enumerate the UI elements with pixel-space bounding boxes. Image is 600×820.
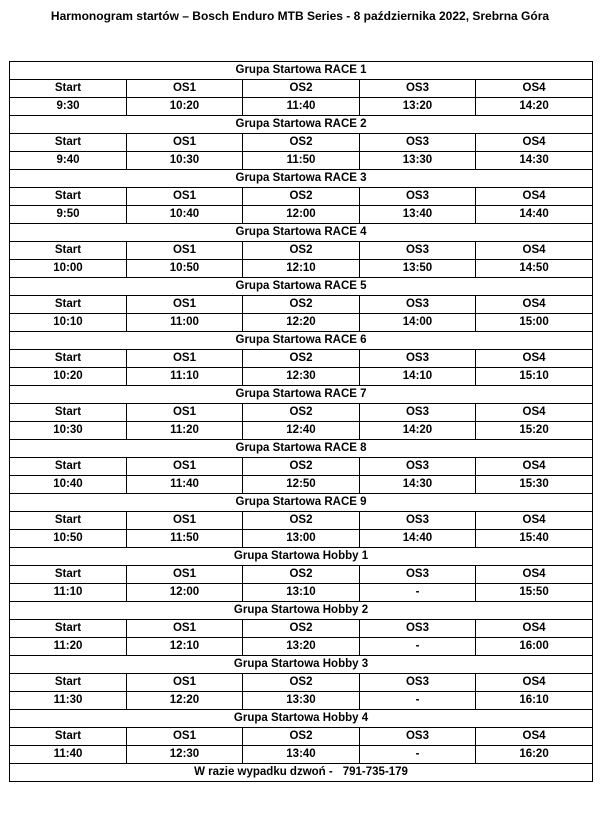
column-header-os2: OS2: [243, 512, 360, 530]
time-cell-os4: 14:20: [476, 98, 593, 116]
time-cell-os2: 12:20: [243, 314, 360, 332]
time-cell-os4: 15:30: [476, 476, 593, 494]
group-title-row: [10, 656, 593, 674]
time-cell-os2: 13:00: [243, 530, 360, 548]
column-header-start: Start: [10, 296, 127, 314]
time-cell-os4: 14:50: [476, 260, 593, 278]
column-header-os4: OS4: [476, 242, 593, 260]
column-header-os3: OS3: [360, 458, 476, 476]
column-header-os2: OS2: [243, 134, 360, 152]
time-cell-os3: -: [360, 692, 476, 710]
column-header-os1: OS1: [127, 242, 243, 260]
time-cell-os3: 14:00: [360, 314, 476, 332]
time-cell-os4: 14:40: [476, 206, 593, 224]
column-header-os2: OS2: [243, 458, 360, 476]
start-times-row: [10, 152, 593, 170]
time-cell-os4: 15:00: [476, 314, 593, 332]
column-header-start: Start: [10, 242, 127, 260]
column-header-os3: OS3: [360, 242, 476, 260]
column-header-start: Start: [10, 80, 127, 98]
time-cell-os1: 10:40: [127, 206, 243, 224]
time-cell-os1: 12:30: [127, 746, 243, 764]
column-header-os3: OS3: [360, 80, 476, 98]
start-times-row: [10, 692, 593, 710]
time-cell-os1: 11:00: [127, 314, 243, 332]
column-header-os1: OS1: [127, 134, 243, 152]
schedule-body: [10, 62, 593, 782]
time-cell-os1: 11:10: [127, 368, 243, 386]
time-cell-os2: 12:00: [243, 206, 360, 224]
group-title: Grupa Startowa RACE 5: [10, 278, 593, 296]
column-header-os4: OS4: [476, 674, 593, 692]
column-header-os2: OS2: [243, 404, 360, 422]
group-title: Grupa Startowa RACE 8: [10, 440, 593, 458]
time-cell-os2: 12:50: [243, 476, 360, 494]
time-cell-os3: -: [360, 746, 476, 764]
column-header-os2: OS2: [243, 188, 360, 206]
emergency-contact-cell: [10, 764, 593, 782]
emergency-contact-row: [10, 764, 593, 782]
column-header-row: [10, 350, 593, 368]
column-header-os4: OS4: [476, 134, 593, 152]
time-cell-start: 10:10: [10, 314, 127, 332]
time-cell-os3: 14:10: [360, 368, 476, 386]
time-cell-start: 10:50: [10, 530, 127, 548]
time-cell-os1: 11:40: [127, 476, 243, 494]
group-title-row: [10, 494, 593, 512]
group-title: Grupa Startowa Hobby 2: [10, 602, 593, 620]
group-title-row: [10, 170, 593, 188]
column-header-row: [10, 512, 593, 530]
time-cell-os3: 13:20: [360, 98, 476, 116]
time-cell-os1: 11:50: [127, 530, 243, 548]
time-cell-os4: 16:00: [476, 638, 593, 656]
time-cell-os3: -: [360, 584, 476, 602]
time-cell-os1: 12:00: [127, 584, 243, 602]
column-header-row: [10, 296, 593, 314]
time-cell-os2: 11:50: [243, 152, 360, 170]
column-header-row: [10, 620, 593, 638]
column-header-start: Start: [10, 674, 127, 692]
time-cell-os1: 10:20: [127, 98, 243, 116]
column-header-os3: OS3: [360, 350, 476, 368]
time-cell-os4: 15:20: [476, 422, 593, 440]
start-times-row: [10, 260, 593, 278]
group-title: Grupa Startowa Hobby 3: [10, 656, 593, 674]
time-cell-os3: 13:30: [360, 152, 476, 170]
start-times-row: [10, 638, 593, 656]
time-cell-start: 9:50: [10, 206, 127, 224]
start-times-row: [10, 530, 593, 548]
column-header-os4: OS4: [476, 296, 593, 314]
column-header-os4: OS4: [476, 512, 593, 530]
column-header-os1: OS1: [127, 404, 243, 422]
column-header-row: [10, 566, 593, 584]
time-cell-os3: -: [360, 638, 476, 656]
start-times-row: [10, 98, 593, 116]
time-cell-os2: 12:30: [243, 368, 360, 386]
group-title: Grupa Startowa RACE 2: [10, 116, 593, 134]
column-header-os1: OS1: [127, 728, 243, 746]
column-header-os1: OS1: [127, 512, 243, 530]
column-header-os2: OS2: [243, 350, 360, 368]
group-title-row: [10, 602, 593, 620]
column-header-os4: OS4: [476, 620, 593, 638]
page-title: Harmonogram startów – Bosch Enduro MTB Series - 8 października 2022, Srebrna Góra: [50, 9, 550, 23]
time-cell-os4: 15:50: [476, 584, 593, 602]
column-header-os3: OS3: [360, 296, 476, 314]
group-title-row: [10, 278, 593, 296]
time-cell-start: 11:10: [10, 584, 127, 602]
start-times-row: [10, 206, 593, 224]
group-title-row: [10, 224, 593, 242]
start-times-row: [10, 584, 593, 602]
group-title: Grupa Startowa RACE 9: [10, 494, 593, 512]
column-header-start: Start: [10, 404, 127, 422]
start-times-row: [10, 746, 593, 764]
start-times-row: [10, 476, 593, 494]
column-header-os3: OS3: [360, 404, 476, 422]
column-header-os1: OS1: [127, 350, 243, 368]
column-header-os4: OS4: [476, 404, 593, 422]
time-cell-start: 11:20: [10, 638, 127, 656]
time-cell-os4: 16:20: [476, 746, 593, 764]
column-header-os2: OS2: [243, 80, 360, 98]
time-cell-os1: 12:10: [127, 638, 243, 656]
time-cell-os1: 10:50: [127, 260, 243, 278]
time-cell-os4: 14:30: [476, 152, 593, 170]
column-header-os3: OS3: [360, 188, 476, 206]
time-cell-os3: 14:40: [360, 530, 476, 548]
time-cell-os2: 12:40: [243, 422, 360, 440]
column-header-os4: OS4: [476, 188, 593, 206]
time-cell-start: 10:30: [10, 422, 127, 440]
column-header-os3: OS3: [360, 566, 476, 584]
group-title-row: [10, 548, 593, 566]
column-header-row: [10, 674, 593, 692]
column-header-os4: OS4: [476, 566, 593, 584]
column-header-os4: OS4: [476, 458, 593, 476]
group-title-row: [10, 62, 593, 80]
column-header-os4: OS4: [476, 350, 593, 368]
group-title-row: [10, 710, 593, 728]
column-header-row: [10, 458, 593, 476]
column-header-os3: OS3: [360, 674, 476, 692]
group-title: Grupa Startowa RACE 7: [10, 386, 593, 404]
start-times-row: [10, 422, 593, 440]
column-header-start: Start: [10, 350, 127, 368]
column-header-os1: OS1: [127, 188, 243, 206]
column-header-os4: OS4: [476, 728, 593, 746]
column-header-os2: OS2: [243, 242, 360, 260]
time-cell-os2: 13:20: [243, 638, 360, 656]
column-header-start: Start: [10, 728, 127, 746]
time-cell-os2: 12:10: [243, 260, 360, 278]
time-cell-start: 11:40: [10, 746, 127, 764]
time-cell-os4: 15:40: [476, 530, 593, 548]
column-header-os2: OS2: [243, 674, 360, 692]
column-header-os1: OS1: [127, 566, 243, 584]
group-title-row: [10, 440, 593, 458]
column-header-os3: OS3: [360, 512, 476, 530]
column-header-os3: OS3: [360, 134, 476, 152]
start-times-row: [10, 368, 593, 386]
time-cell-os2: 11:40: [243, 98, 360, 116]
column-header-start: Start: [10, 134, 127, 152]
column-header-start: Start: [10, 188, 127, 206]
time-cell-os1: 10:30: [127, 152, 243, 170]
column-header-row: [10, 188, 593, 206]
column-header-os1: OS1: [127, 296, 243, 314]
column-header-os2: OS2: [243, 296, 360, 314]
column-header-start: Start: [10, 620, 127, 638]
time-cell-start: 10:20: [10, 368, 127, 386]
column-header-start: Start: [10, 458, 127, 476]
column-header-os1: OS1: [127, 620, 243, 638]
time-cell-os2: 13:40: [243, 746, 360, 764]
time-cell-start: 9:40: [10, 152, 127, 170]
column-header-os1: OS1: [127, 674, 243, 692]
column-header-os2: OS2: [243, 728, 360, 746]
start-times-row: [10, 314, 593, 332]
column-header-os1: OS1: [127, 80, 243, 98]
group-title: Grupa Startowa Hobby 1: [10, 548, 593, 566]
time-cell-os1: 11:20: [127, 422, 243, 440]
time-cell-start: 10:40: [10, 476, 127, 494]
column-header-row: [10, 404, 593, 422]
column-header-os2: OS2: [243, 566, 360, 584]
group-title-row: [10, 116, 593, 134]
column-header-os3: OS3: [360, 728, 476, 746]
group-title-row: [10, 386, 593, 404]
time-cell-os3: 14:20: [360, 422, 476, 440]
time-cell-start: 11:30: [10, 692, 127, 710]
column-header-row: [10, 728, 593, 746]
time-cell-start: 10:00: [10, 260, 127, 278]
time-cell-os3: 13:40: [360, 206, 476, 224]
group-title: Grupa Startowa RACE 3: [10, 170, 593, 188]
emergency-phone-number: 791-735-179: [342, 766, 408, 778]
group-title: Grupa Startowa Hobby 4: [10, 710, 593, 728]
column-header-row: [10, 242, 593, 260]
column-header-row: [10, 80, 593, 98]
group-title: Grupa Startowa RACE 1: [10, 62, 593, 80]
time-cell-os2: 13:30: [243, 692, 360, 710]
column-header-os1: OS1: [127, 458, 243, 476]
time-cell-os3: 14:30: [360, 476, 476, 494]
start-schedule-table: [9, 61, 593, 782]
column-header-start: Start: [10, 512, 127, 530]
time-cell-os1: 12:20: [127, 692, 243, 710]
time-cell-os4: 16:10: [476, 692, 593, 710]
column-header-os3: OS3: [360, 620, 476, 638]
emergency-contact-text: W razie wypadku dzwoń -: [194, 766, 333, 778]
group-title: Grupa Startowa RACE 6: [10, 332, 593, 350]
time-cell-start: 9:30: [10, 98, 127, 116]
group-title-row: [10, 332, 593, 350]
time-cell-os4: 15:10: [476, 368, 593, 386]
time-cell-os2: 13:10: [243, 584, 360, 602]
group-title: Grupa Startowa RACE 4: [10, 224, 593, 242]
column-header-start: Start: [10, 566, 127, 584]
column-header-row: [10, 134, 593, 152]
column-header-os4: OS4: [476, 80, 593, 98]
column-header-os2: OS2: [243, 620, 360, 638]
time-cell-os3: 13:50: [360, 260, 476, 278]
